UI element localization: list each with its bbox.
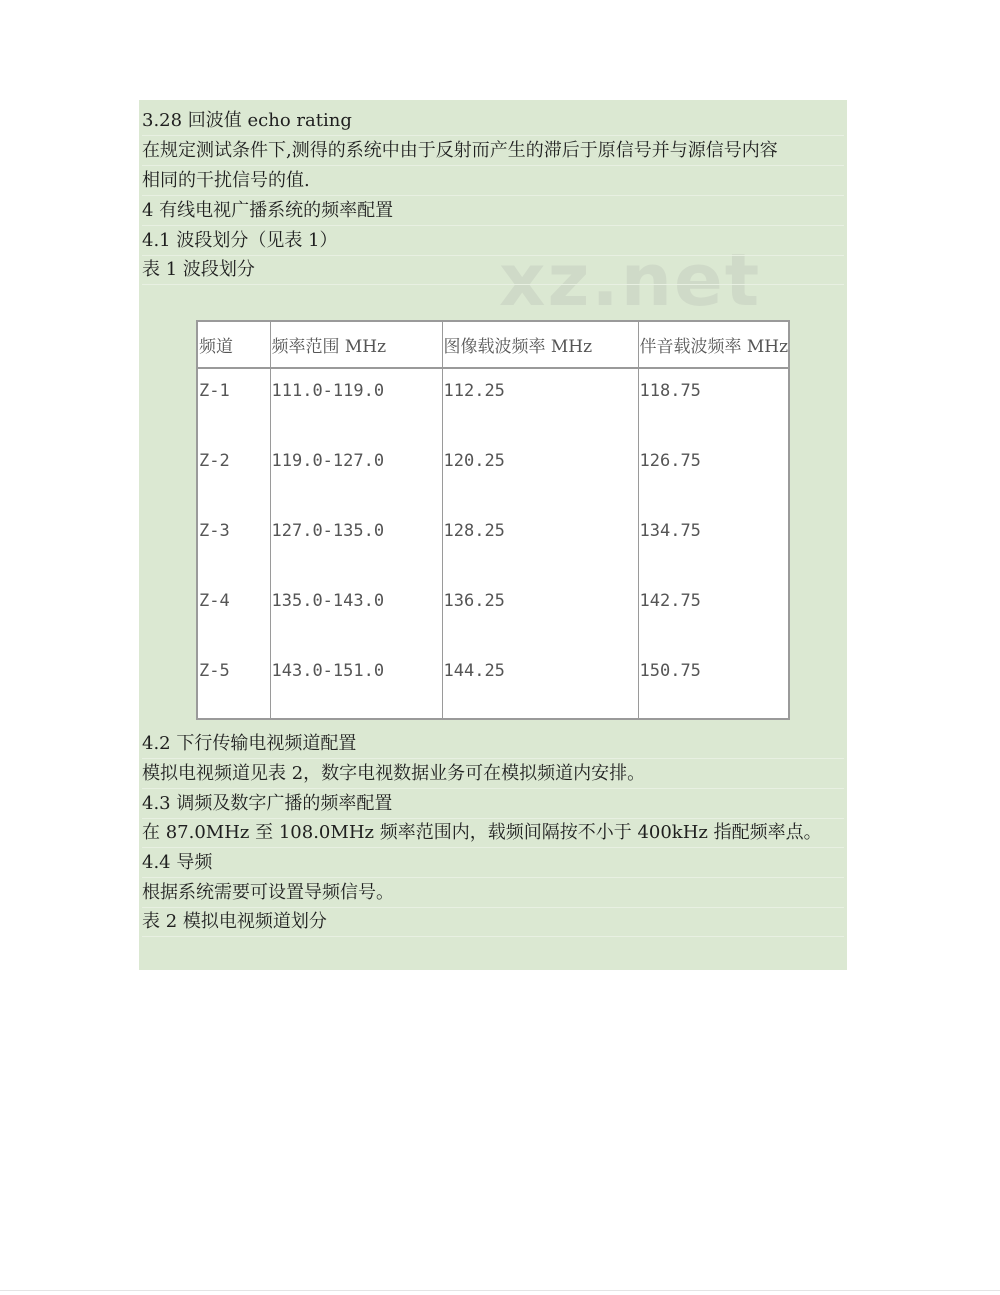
page-divider <box>0 1290 1000 1291</box>
table-row <box>198 439 788 509</box>
table-cell: Z-1 <box>199 381 230 401</box>
table-cell: Z-3 <box>199 521 230 541</box>
table-1-caption: 表 1 波段划分 <box>142 255 844 285</box>
table-cell: 127.0-135.0 <box>270 509 442 579</box>
table-cell: 119.0-127.0 <box>270 439 442 509</box>
table-row <box>198 579 788 649</box>
table-cell: Z-2 <box>199 451 230 471</box>
table-row <box>198 649 788 719</box>
table-cell: 120.25 <box>442 439 638 509</box>
table-2-caption: 表 2 模拟电视频道划分 <box>142 907 844 937</box>
table-cell: 126.75 <box>638 439 788 509</box>
section-4-heading: 4 有线电视广播系统的频率配置 <box>142 196 844 226</box>
paragraph-line: 在 87.0MHz 至 108.0MHz 频率范围内，载频间隔按不小于 400kHz 指配频率点。 <box>142 818 844 848</box>
table-cell: 135.0-143.0 <box>270 579 442 649</box>
table-cell: Z-4 <box>199 591 230 611</box>
paragraph-line: 相同的干扰信号的值. <box>142 166 844 196</box>
section-4-4-heading: 4.4 导频 <box>142 848 844 878</box>
table-1 <box>196 320 790 720</box>
header-cell: 伴音载波频率 MHz <box>638 322 788 368</box>
table-cell: 111.0-119.0 <box>270 368 442 439</box>
table-row <box>198 368 788 439</box>
header-cell: 频道 <box>198 322 270 368</box>
table-header-row <box>198 322 788 368</box>
table-cell: 136.25 <box>442 579 638 649</box>
paragraph-line: 模拟电视频道见表 2，数字电视数据业务可在模拟频道内安排。 <box>142 759 844 789</box>
table-cell: 142.75 <box>638 579 788 649</box>
table-cell: 144.25 <box>442 649 638 719</box>
header-cell: 频率范围 MHz <box>270 322 442 368</box>
table-cell: Z-5 <box>199 661 230 681</box>
table-row <box>198 509 788 579</box>
section-4-1-heading: 4.1 波段划分（见表 1） <box>142 226 844 256</box>
table-cell: 118.75 <box>638 368 788 439</box>
section-4-2-heading: 4.2 下行传输电视频道配置 <box>142 729 844 759</box>
watermark: xz.net <box>499 238 762 322</box>
paragraph-line: 根据系统需要可设置导频信号。 <box>142 878 844 908</box>
table-cell: 134.75 <box>638 509 788 579</box>
table-cell: 128.25 <box>442 509 638 579</box>
table-cell: 112.25 <box>442 368 638 439</box>
section-4-3-heading: 4.3 调频及数字广播的频率配置 <box>142 789 844 819</box>
paragraph-line: 在规定测试条件下,测得的系统中由于反射而产生的滞后于原信号并与源信号内容 <box>142 136 844 166</box>
document-content <box>139 100 847 970</box>
table-cell: 150.75 <box>638 649 788 719</box>
table-cell: 143.0-151.0 <box>270 649 442 719</box>
section-3-28-heading: 3.28 回波值 echo rating <box>142 106 844 136</box>
header-cell: 图像载波频率 MHz <box>442 322 638 368</box>
